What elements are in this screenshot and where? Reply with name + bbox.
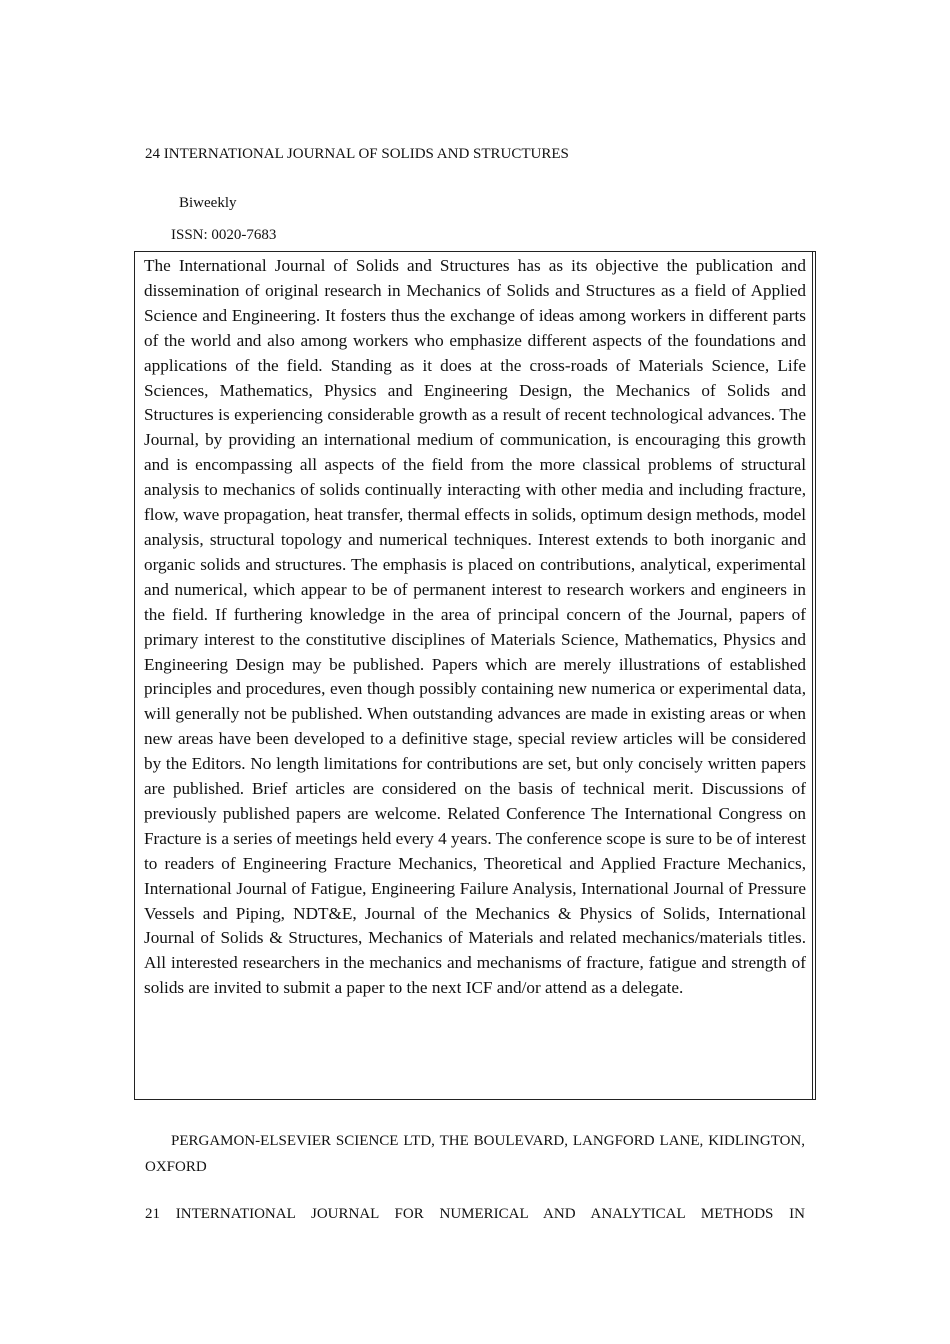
description-box xyxy=(134,251,816,1100)
issn-number: ISSN: 0020-7683 xyxy=(171,227,277,243)
journal-heading: 24 INTERNATIONAL JOURNAL OF SOLIDS AND STRUCTURES xyxy=(145,146,569,162)
publisher-address: PERGAMON-ELSEVIER SCIENCE LTD, THE BOULEVARD, LANGFORD LANE, KIDLINGTON, OXFORD xyxy=(145,1133,805,1175)
next-journal-heading: 21 INTERNATIONAL JOURNAL FOR NUMERICAL AND ANALYTICAL METHODS IN xyxy=(145,1206,805,1222)
journal-description: The International Journal of Solids and Structures has as its objective the publication and dissemination of original research in Mechanics of Solids and Structures as a field of Applied Science and Engineering. It fosters thus the exchange of ideas among workers in different parts of the world and also among workers who emphasize different aspects of the foundations and applications of the field. Standing as it does at the cross-roads of Materials Science, Life Sciences, Mathematics, Physics and Engineering Design, the Mechanics of Solids and Structures is experiencing considerable growth as a result of recent technological advances. The Journal, by providing an international medium of communication, is encouraging this growth and is encompassing all aspects of the field from the more classical problems of structural analysis to mechanics of solids continually interacting with other media and including fracture, flow, wave propagation, heat transfer, thermal effects in solids, optimum design methods, model analysis, structural topology and numerical techniques. Interest extends to both inorganic and organic solids and structures. The emphasis is placed on contributions, analytical, experimental and numerical, which appear to be of permanent interest to research workers and engineers in the field. If furthering knowledge in the area of principal concern of the Journal, papers of primary interest to the constitutive disciplines of Materials Science, Mathematics, Physics and Engineering Design may be published. Papers which are merely illustrations of established principles and procedures, even though possibly containing new numerica or experimental data, will generally not be published. When outstanding advances are made in existing areas or when new areas have been developed to a definitive stage, special review articles will be considered by the Editors. No length limitations for contributions are set, but only concisely written papers are published. Brief articles are considered on the basis of technical merit. Discussions of previously published papers are welcome. Related Conference The International Congress on Fracture is a series of meetings held every 4 years. The conference scope is sure to be of interest to readers of Engineering Fracture Mechanics, Theoretical and Applied Fracture Mechanics, International Journal of Fatigue, Engineering Failure Analysis, International Journal of Pressure Vessels and Piping, NDT&E, Journal of the Mechanics & Physics of Solids, International Journal of Solids & Structures, Mechanics of Materials and related mechanics/materials titles. All interested researchers in the mechanics and mechanisms of fracture, fatigue and strength of solids are invited to submit a paper to the next ICF and/or attend as a delegate. xyxy=(144,256,806,998)
publication-frequency: Biweekly xyxy=(179,195,237,211)
